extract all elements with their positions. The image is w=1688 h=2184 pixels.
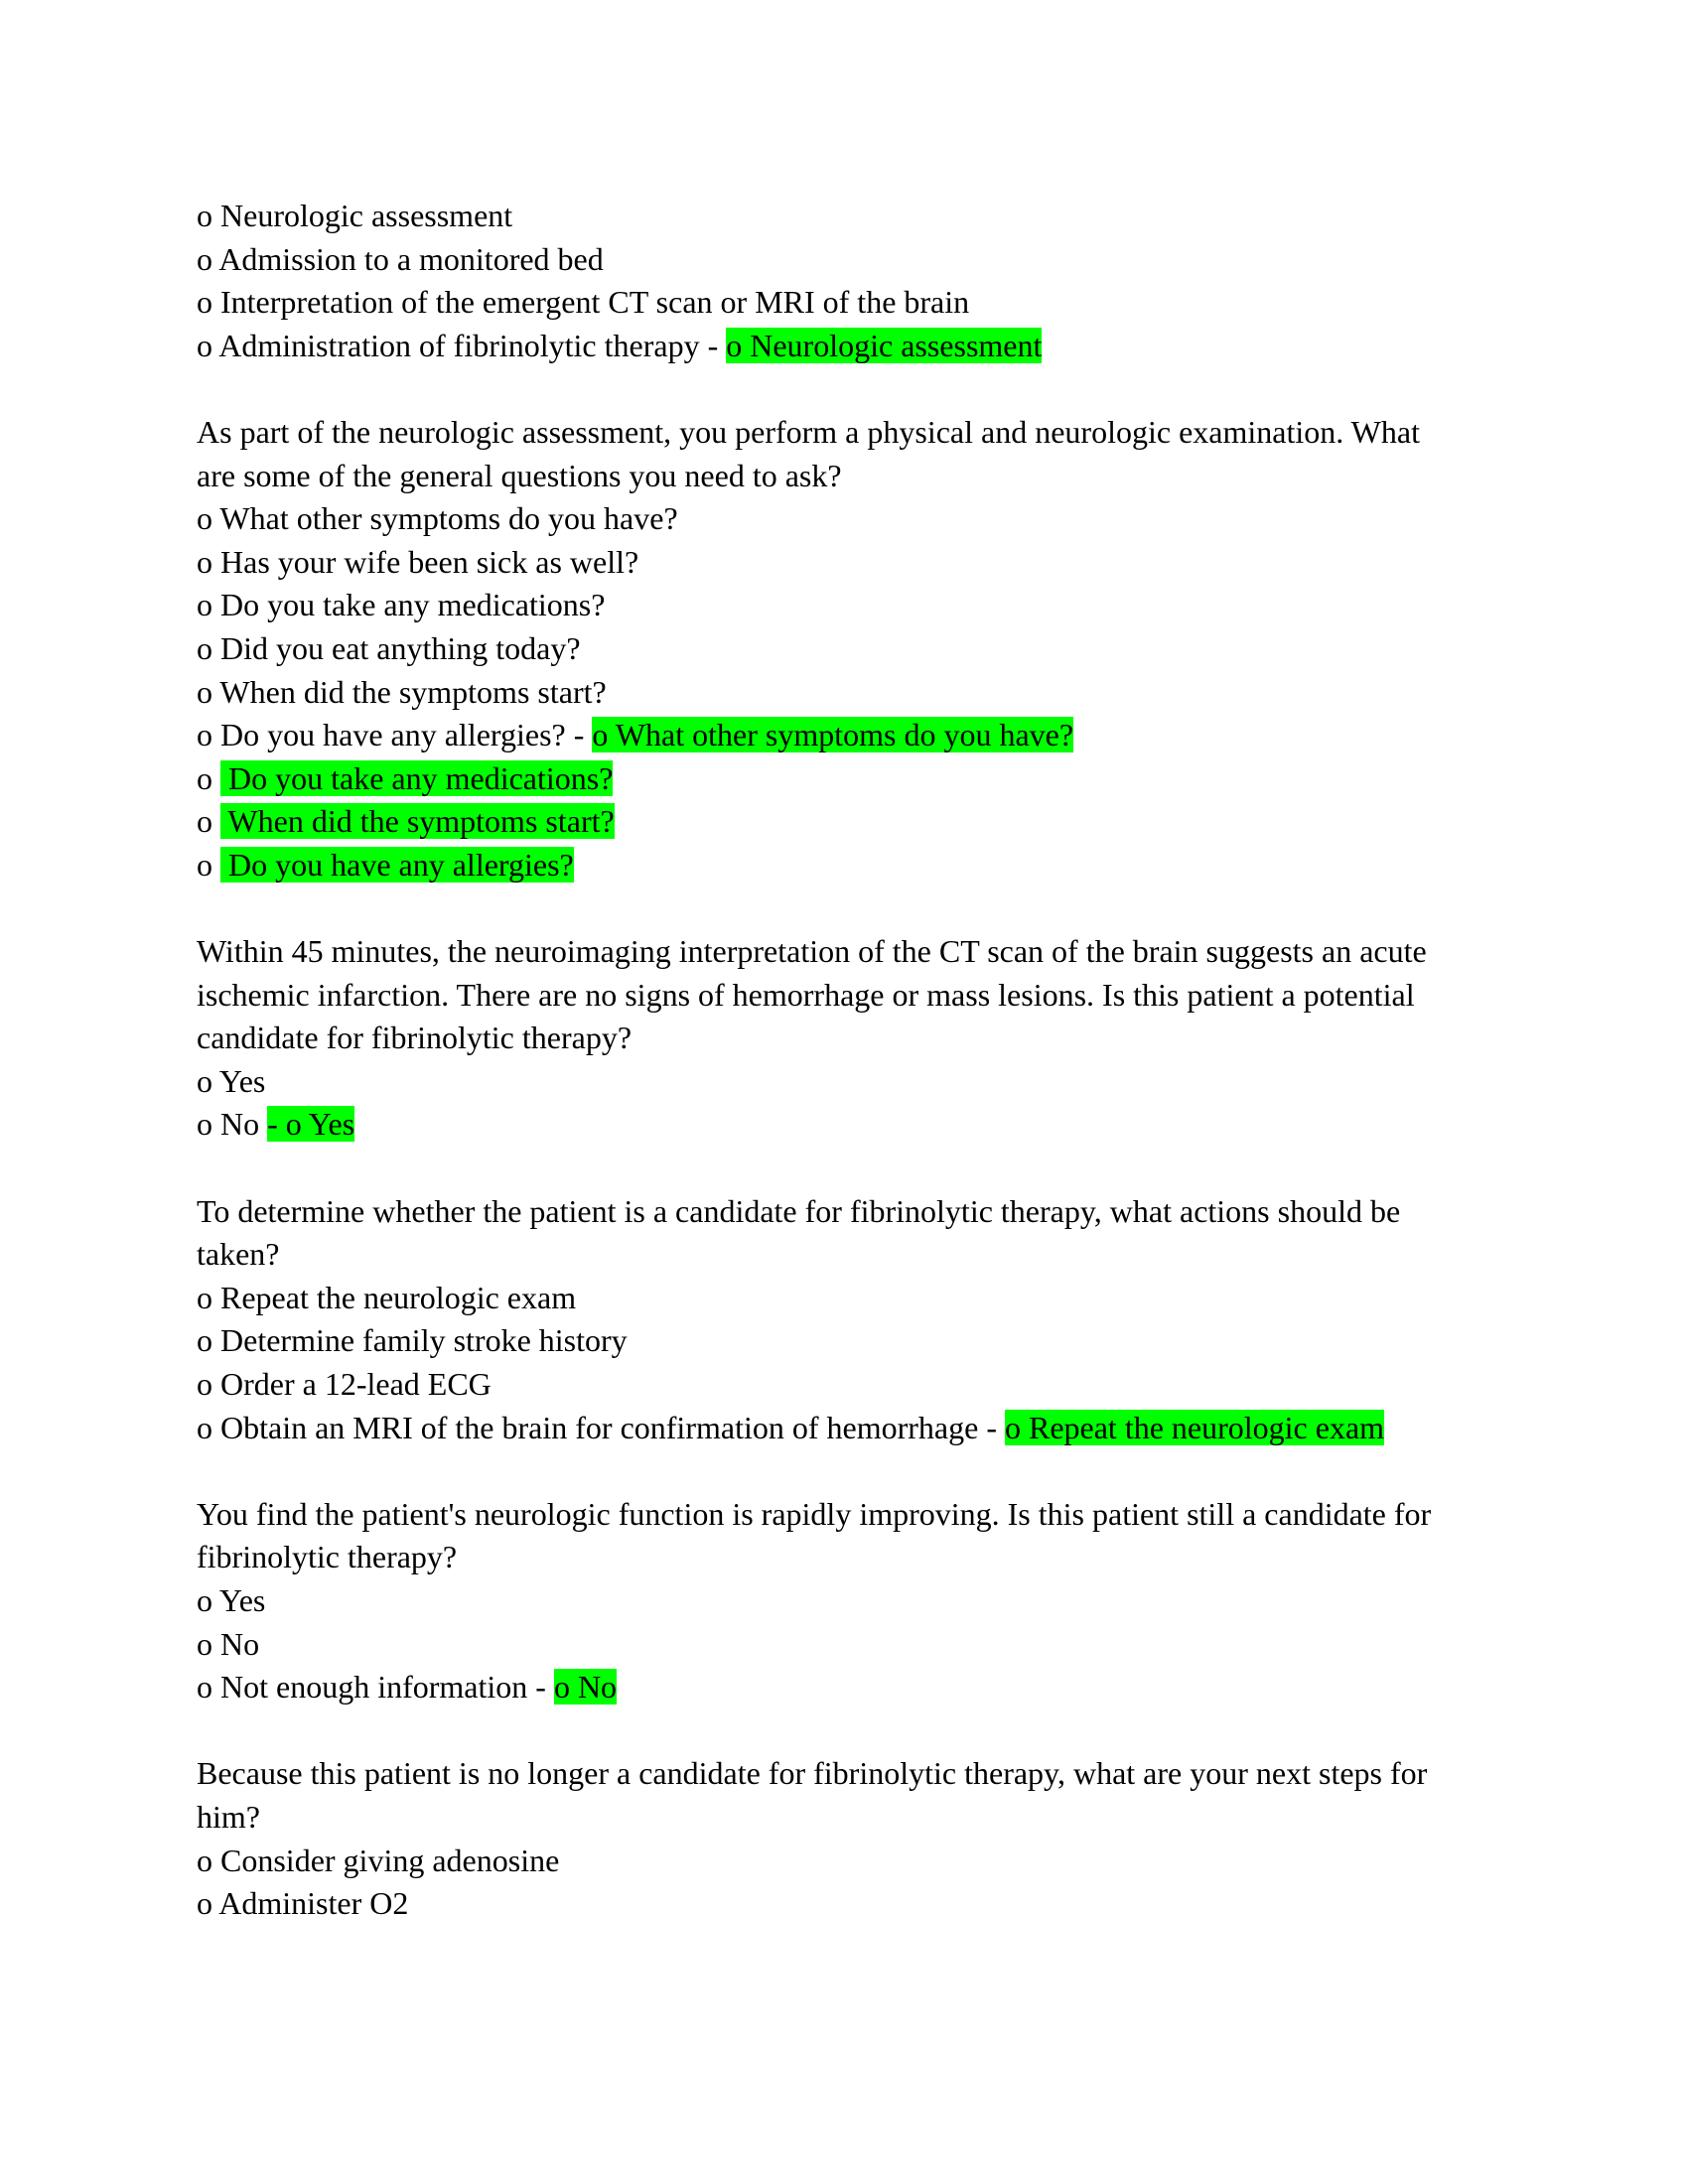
line-text: o Yes <box>197 1582 266 1618</box>
line-text: o No <box>197 1106 268 1143</box>
line-text: o Did you eat anything today? <box>197 629 581 666</box>
text-line <box>197 455 1507 498</box>
highlighted-answer: When did the symptoms start? <box>220 803 615 840</box>
line-text: o Do you take any medications? <box>197 587 606 623</box>
blank-line <box>197 1449 1507 1493</box>
text-line <box>197 281 1507 325</box>
text-line <box>197 1796 1507 1840</box>
line-text: are some of the general questions you need to ask? <box>197 457 842 493</box>
line-text: o Has your wife been sick as well? <box>197 543 639 580</box>
highlighted-answer: - o Yes <box>267 1106 355 1143</box>
line-text: Within 45 minutes, the neuroimaging interpretation of the CT scan of the brain suggests an acute <box>197 933 1427 970</box>
line-text: o Neurologic assessment <box>197 198 513 233</box>
line-text: You find the patient's neurologic function is rapidly improving. Is this patient still a candidate for <box>197 1495 1432 1532</box>
line-text: o When did the symptoms start? <box>197 673 607 710</box>
text-line <box>197 974 1507 1018</box>
text-line <box>197 195 1507 238</box>
line-text: o Consider giving adenosine <box>197 1842 560 1878</box>
text-line <box>197 1363 1507 1407</box>
blank-line <box>197 887 1507 931</box>
text-line <box>197 1277 1507 1320</box>
text-line <box>197 1060 1507 1104</box>
text-line <box>197 1190 1507 1234</box>
line-text: o Determine family stroke history <box>197 1322 628 1359</box>
document-page <box>197 195 1507 1926</box>
text-line <box>197 1579 1507 1623</box>
text-line <box>197 1623 1507 1667</box>
line-text: o What other symptoms do you have? <box>197 500 678 537</box>
text-line <box>197 1017 1507 1060</box>
text-line <box>197 411 1507 455</box>
line-text: fibrinolytic therapy? <box>197 1539 458 1575</box>
highlighted-answer: o Neurologic assessment <box>726 327 1043 363</box>
line-text: him? <box>197 1798 260 1835</box>
line-text: o <box>197 759 220 796</box>
line-text: ischemic infarction. There are no signs of hemorrhage or mass lesions. Is this patient a potential <box>197 976 1415 1013</box>
line-text: o No <box>197 1625 260 1662</box>
text-line <box>197 1840 1507 1883</box>
highlighted-answer: o Repeat the neurologic exam <box>1004 1409 1385 1445</box>
text-line <box>197 325 1507 368</box>
text-line <box>197 238 1507 282</box>
line-text: o Order a 12-lead ECG <box>197 1366 492 1403</box>
highlighted-answer: Do you have any allergies? <box>220 846 574 883</box>
line-text: o Interpretation of the emergent CT scan or MRI of the brain <box>197 284 970 321</box>
text-line <box>197 1536 1507 1579</box>
line-text: o Administer O2 <box>197 1885 409 1922</box>
line-text: o Admission to a monitored bed <box>197 240 604 277</box>
text-line <box>197 1319 1507 1363</box>
line-text: taken? <box>197 1236 280 1273</box>
line-text: As part of the neurologic assessment, you perform a physical and neurologic examination. What <box>197 413 1420 450</box>
line-text: Because this patient is no longer a candidate for fibrinolytic therapy, what are your next steps for <box>197 1755 1428 1792</box>
line-text: o <box>197 803 220 840</box>
highlighted-answer: o No <box>553 1669 618 1706</box>
text-line <box>197 1493 1507 1537</box>
text-line <box>197 1882 1507 1926</box>
text-line <box>197 541 1507 585</box>
text-line <box>197 1103 1507 1147</box>
blank-line <box>197 367 1507 411</box>
text-line <box>197 1752 1507 1796</box>
line-text: candidate for fibrinolytic therapy? <box>197 1020 633 1056</box>
line-text: o <box>197 846 220 883</box>
text-line <box>197 497 1507 541</box>
text-line <box>197 1233 1507 1277</box>
line-text: o Do you have any allergies? - <box>197 717 593 753</box>
text-line <box>197 627 1507 671</box>
text-line <box>197 1666 1507 1709</box>
text-line <box>197 1407 1507 1450</box>
line-text: o Repeat the neurologic exam <box>197 1279 577 1315</box>
line-text: o Yes <box>197 1062 266 1099</box>
line-text: o Not enough information - <box>197 1669 554 1706</box>
highlighted-answer: o What other symptoms do you have? <box>592 717 1074 753</box>
blank-line <box>197 1147 1507 1190</box>
text-line <box>197 757 1507 801</box>
text-line <box>197 800 1507 844</box>
text-line <box>197 844 1507 887</box>
text-line <box>197 584 1507 627</box>
line-text: o Administration of fibrinolytic therapy - <box>197 327 727 363</box>
text-line <box>197 714 1507 757</box>
text-line <box>197 930 1507 974</box>
line-text: To determine whether the patient is a candidate for fibrinolytic therapy, what actions should be <box>197 1192 1401 1229</box>
blank-line <box>197 1709 1507 1753</box>
line-text: o Obtain an MRI of the brain for confirmation of hemorrhage - <box>197 1409 1005 1445</box>
text-line <box>197 671 1507 715</box>
highlighted-answer: Do you take any medications? <box>220 759 614 796</box>
